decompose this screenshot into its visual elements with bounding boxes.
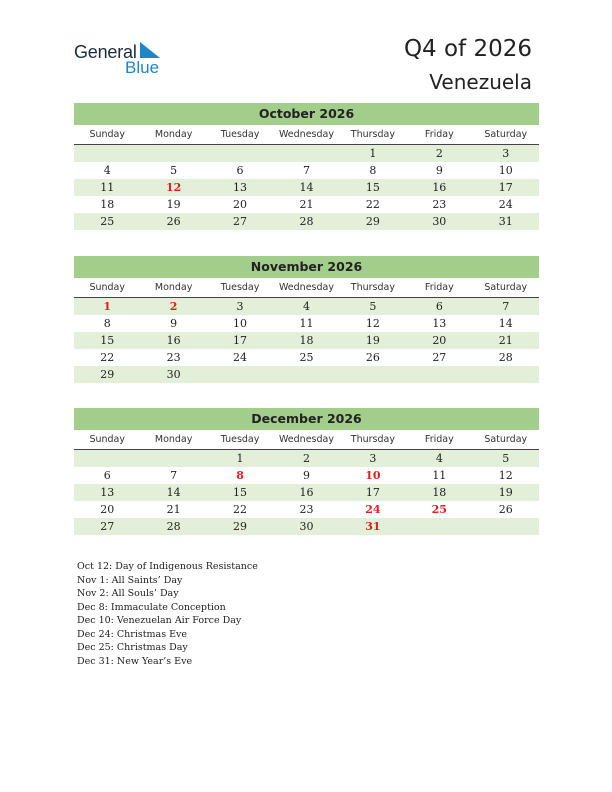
day-cell: 23 [432,198,447,211]
day-cell: 9 [170,317,178,330]
month-title: December 2026 [74,408,539,430]
country-subtitle: Venezuela [429,70,532,94]
day-cell: 12 [498,469,513,482]
day-cell: 4 [435,452,443,465]
day-cell: 14 [299,181,314,194]
weekday-label: Wednesday [278,282,334,293]
logo [74,40,174,80]
day-cell: 22 [100,351,115,364]
weekday-label: Tuesday [220,434,260,445]
weekday-label: Tuesday [220,129,260,140]
day-cell: 27 [432,351,447,364]
day-cell [140,145,206,162]
day-cell: 3 [236,300,244,313]
day-cell: 15 [233,486,248,499]
day-cell: 1 [103,300,112,313]
day-cell: 9 [302,469,310,482]
week-row [74,179,539,196]
holiday-item: Nov 1: All Saints’ Day [77,574,183,586]
holiday-item: Dec 24: Christmas Eve [77,628,188,640]
day-cell: 21 [166,503,181,516]
day-cell: 2 [302,452,310,465]
week-row [74,484,539,501]
day-cell [340,366,406,383]
weekday-header-row [74,280,539,298]
day-cell: 10 [233,317,248,330]
weekday-label: Wednesday [278,434,334,445]
day-cell: 10 [365,469,381,482]
day-cell: 20 [233,198,248,211]
day-cell: 7 [502,300,510,313]
day-cell: 27 [100,520,115,533]
day-cell: 1 [369,147,377,160]
day-cell: 25 [100,215,115,228]
day-cell [207,366,273,383]
week-row [74,196,539,213]
weekday-label: Thursday [350,434,395,445]
day-cell [207,145,273,162]
day-cell: 7 [170,469,178,482]
weekday-header-row [74,432,539,450]
weekday-header-row [74,127,539,145]
weekday-label: Friday [424,129,454,140]
day-cell: 18 [100,198,115,211]
day-cell: 31 [498,215,513,228]
month-title: November 2026 [74,256,539,278]
weekday-label: Thursday [350,282,395,293]
week-row [74,366,539,383]
day-cell: 4 [302,300,310,313]
weekday-label: Monday [154,282,193,293]
week-row [74,213,539,230]
day-cell: 21 [299,198,314,211]
logo-general-text: General [74,42,137,62]
week-row [74,332,539,349]
day-cell: 10 [498,164,513,177]
day-cell: 25 [299,351,314,364]
day-cell [406,366,472,383]
day-cell: 30 [299,520,314,533]
weekday-label: Sunday [89,282,125,293]
day-cell: 31 [365,520,381,533]
day-cell: 12 [165,181,182,194]
day-cell: 20 [100,503,115,516]
day-cell: 2 [435,147,443,160]
day-cell: 25 [431,503,447,516]
week-row [74,315,539,332]
week-row [74,450,539,467]
weekday-label: Tuesday [220,282,260,293]
day-cell [473,518,539,535]
day-cell: 19 [498,486,513,499]
day-cell: 11 [299,317,314,330]
month-calendar [74,256,539,383]
weekday-label: Saturday [484,129,528,140]
day-cell [74,145,140,162]
day-cell: 11 [432,469,447,482]
day-cell: 16 [166,334,181,347]
day-cell: 28 [166,520,181,533]
day-cell: 13 [233,181,248,194]
week-row [74,467,539,484]
week-row [74,349,539,366]
day-cell: 8 [103,317,111,330]
day-cell [140,450,206,467]
day-cell [273,366,339,383]
day-cell: 22 [365,198,380,211]
day-cell: 2 [169,300,178,313]
week-row [74,298,539,315]
day-cell: 26 [498,503,513,516]
day-cell: 26 [365,351,380,364]
day-cell: 16 [432,181,447,194]
day-cell: 26 [166,215,181,228]
day-cell: 5 [369,300,377,313]
logo-triangle-icon [140,42,160,58]
day-cell [273,145,339,162]
day-cell: 30 [432,215,447,228]
day-cell: 13 [432,317,447,330]
day-cell: 15 [100,334,115,347]
day-cell: 16 [299,486,314,499]
weekday-label: Sunday [89,434,125,445]
day-cell: 27 [233,215,248,228]
day-cell [406,518,472,535]
day-cell: 8 [369,164,377,177]
day-cell: 5 [502,452,510,465]
day-cell: 23 [299,503,314,516]
weekday-label: Friday [424,282,454,293]
day-cell: 19 [166,198,181,211]
day-cell: 30 [166,368,181,381]
weekday-label: Sunday [89,129,125,140]
day-cell: 19 [365,334,380,347]
weekday-label: Thursday [350,129,395,140]
day-cell: 18 [432,486,447,499]
day-cell: 12 [365,317,380,330]
day-cell: 28 [498,351,513,364]
day-cell: 1 [236,452,244,465]
week-row [74,518,539,535]
weekday-label: Saturday [484,282,528,293]
day-cell: 21 [498,334,513,347]
month-calendar [74,103,539,230]
holiday-item: Dec 8: Immaculate Conception [77,601,226,613]
weekday-label: Saturday [484,434,528,445]
weekday-label: Wednesday [278,129,334,140]
day-cell: 29 [365,215,380,228]
day-cell: 23 [166,351,181,364]
month-calendar [74,408,539,535]
weekday-label: Friday [424,434,454,445]
day-cell: 28 [299,215,314,228]
day-cell: 3 [502,147,510,160]
weekday-label: Monday [154,129,193,140]
month-title: October 2026 [74,103,539,125]
holiday-list [77,560,258,668]
day-cell: 14 [166,486,181,499]
day-cell: 7 [302,164,310,177]
day-cell: 5 [170,164,178,177]
day-cell: 17 [498,181,513,194]
weekday-label: Monday [154,434,193,445]
day-cell: 22 [233,503,248,516]
day-cell: 29 [233,520,248,533]
day-cell: 14 [498,317,513,330]
day-cell: 9 [435,164,443,177]
day-cell [74,450,140,467]
holiday-item: Oct 12: Day of Indigenous Resistance [77,561,258,572]
day-cell: 8 [236,469,244,482]
holiday-item: Nov 2: All Souls’ Day [77,588,179,599]
week-row [74,501,539,518]
day-cell: 29 [100,368,115,381]
day-cell: 24 [233,351,248,364]
day-cell: 6 [236,164,244,177]
holiday-item: Dec 25: Christmas Day [77,642,188,653]
day-cell: 18 [299,334,314,347]
day-cell [473,366,539,383]
holiday-item: Dec 31: New Year’s Eve [77,655,193,667]
day-cell: 17 [233,334,248,347]
day-cell: 6 [435,300,443,313]
page-title: Q4 of 2026 [403,36,532,62]
day-cell: 6 [103,469,111,482]
day-cell: 3 [369,452,377,465]
day-cell: 20 [432,334,447,347]
logo-blue-text: Blue [125,58,160,77]
day-cell: 11 [100,181,115,194]
week-row [74,162,539,179]
holiday-item: Dec 10: Venezuelan Air Force Day [77,615,242,626]
week-row [74,145,539,162]
day-cell: 17 [365,486,380,499]
day-cell: 4 [103,164,111,177]
day-cell: 24 [498,198,513,211]
day-cell: 24 [365,503,381,516]
day-cell: 15 [365,181,380,194]
day-cell: 13 [100,486,115,499]
